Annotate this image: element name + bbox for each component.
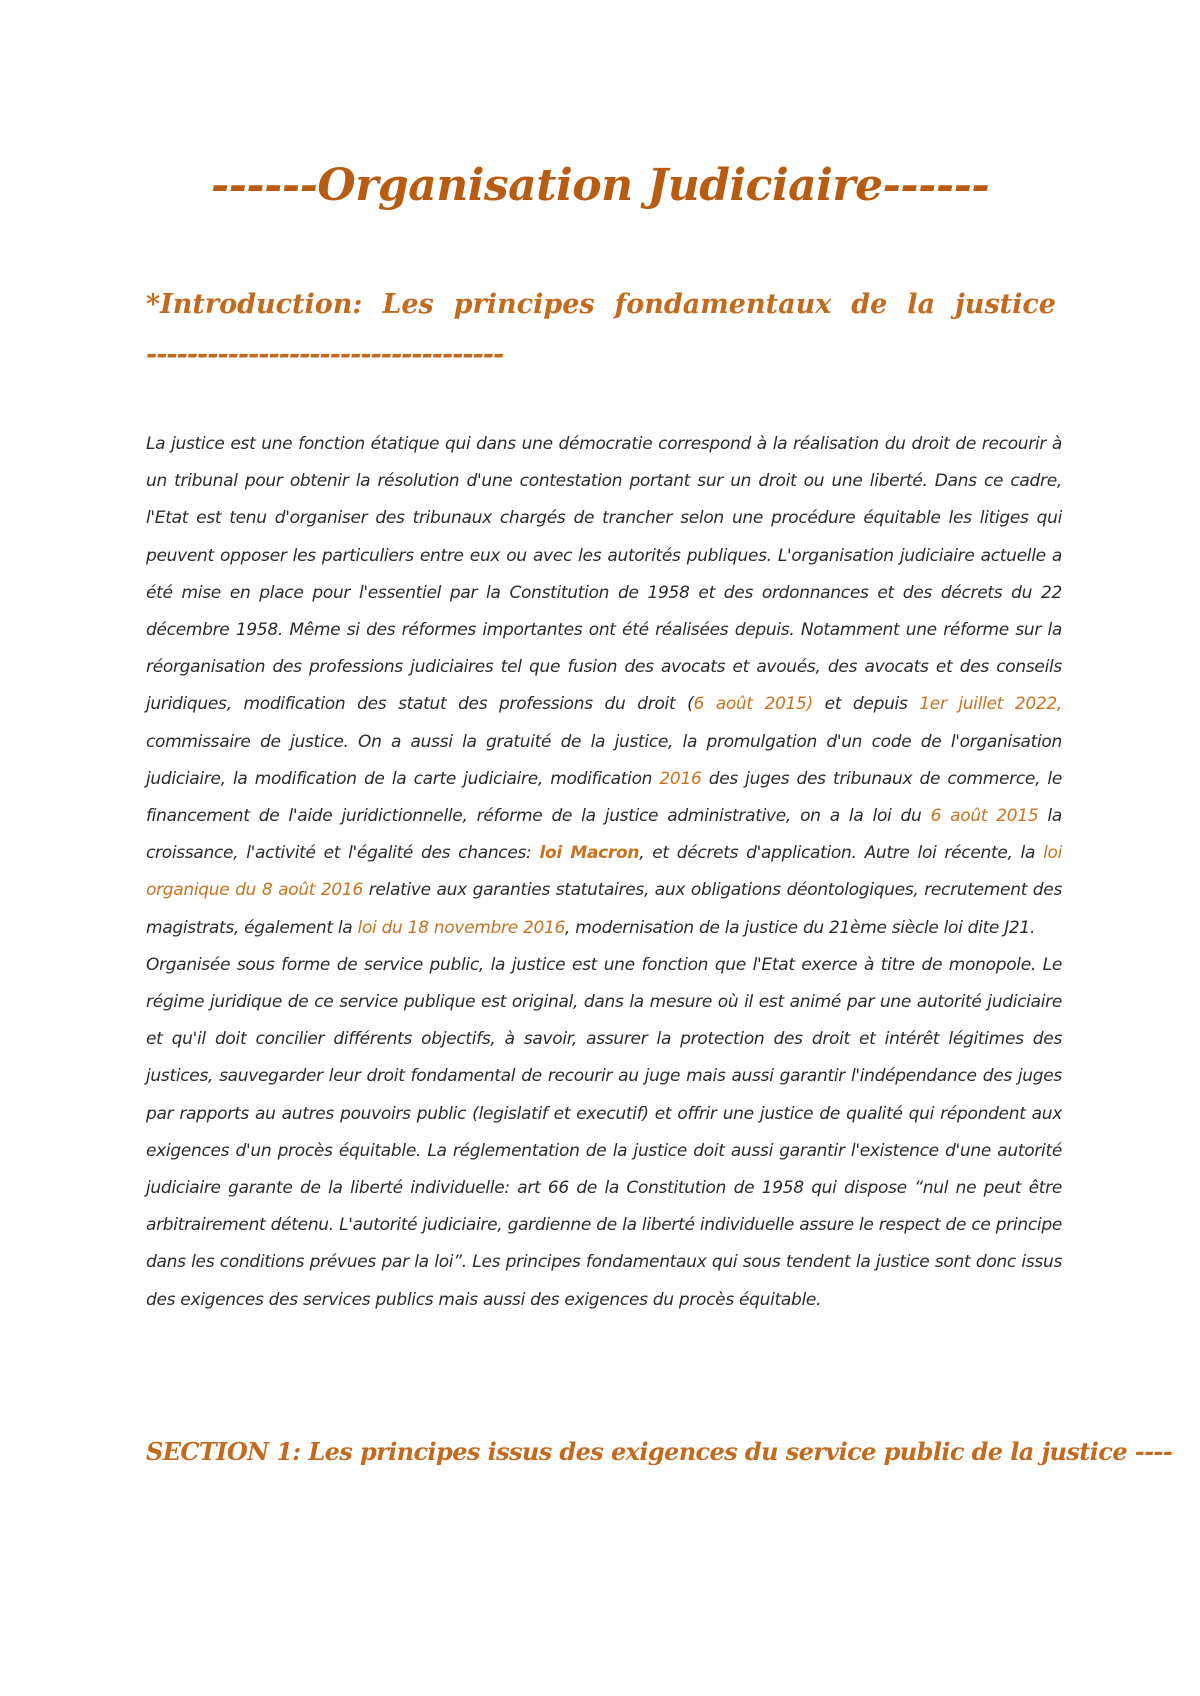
highlight-date: 6 août 2015) [693,694,813,715]
section-1-heading: SECTION 1: Les principes issus des exigences du service public de la justice ---- [146,1437,1173,1466]
text-run: des juges des tribunaux de commerce, le financement de l'aide juridictionnelle, réforme de la justice administrative, on a la loi du [146,768,1063,827]
document-title: ------Organisation Judiciaire------ [210,160,990,211]
highlight-date: 1er juillet 2022, [919,694,1062,715]
highlight-date: 6 août 2015 [930,806,1039,827]
text-run: et depuis [812,694,920,715]
paragraph-1 [146,426,1062,947]
text-run: commissaire de justice. On a aussi la gratuité de la justice, la promulgation d'un code de l'organisation judiciaire, la modification de la carte judiciaire, modification [146,731,1062,789]
text-run: , modernisation de la justice du 21ème siècle loi dite J21. [565,917,1036,938]
highlight-law: loi organique du 8 août 2016 [146,843,1063,901]
highlight-law: loi du 18 novembre 2016 [357,917,566,938]
introduction-dashes: ----------------------------------- [146,339,504,370]
text-run: , et décrets d'application. Autre loi récente, la [639,843,1044,864]
introduction-heading: *Introduction: Les principes fondamentaux de la justice [146,289,1056,320]
highlight-law-name: loi Macron [539,843,640,864]
highlight-date: 2016 [659,768,702,789]
body-text [146,426,1062,1319]
paragraph-2: Organisée sous forme de service public, la justice est une fonction que l'Etat exerce à titre de monopole. Le régime juridique de ce service publique est original, dans la mesure où il est animé par une autorité judiciaire et qu'il doit concilier différents objectifs, à savoir, assurer la protection des droit et intérêt légitimes des justices, sauvegarder leur droit fondamental de recourir au juge mais aussi garantir l'indépendance des juges par rapports au autres pouvoirs public (legislatif et executif) et offrir une justice de qualité qui répondent aux exigences d'un procès équitable. La réglementation de la justice doit aussi garantir l'existence d'une autorité judiciaire garante de la liberté individuelle: art 66 de la Constitution de 1958 qui dispose “nul ne peut être arbitrairement détenu. L'autorité judiciaire, gardienne de la liberté individuelle assure le respect de ce principe dans les conditions prévues par la loi”. Les principes fondamentaux qui sous tendent la justice sont donc issus des exigences des services publics mais aussi des exigences du procès équitable. [146,954,1062,1310]
text-run: relative aux garanties statutaires, aux obligations déontologiques, recrutement des magistrats, également la [146,880,1062,938]
text-run: la croissance, l'activité et l'égalité des chances: [146,806,1062,864]
text-run: La justice est une fonction étatique qui dans une démocratie correspond à la réalisation du droit de recourir à un tribunal pour obtenir la résolution d'une contestation portant sur un droit ou une liberté. Dans ce cadre, l'Etat est tenu d'organiser des tribunaux chargés de trancher selon une procédure équitable les litiges qui peuvent opposer les particuliers entre eux ou avec les autorités publiques. L'organisation judiciaire actuelle a été mise en place pour l'essentiel par la Constitution de 1958 et des ordonnances et des décrets du 22 décembre 1958. Même si des réformes importantes ont été réalisées depuis. Notamment une réforme sur la réorganisation des professions judiciaires tel que fusion des avocats et avoués, des avocats et des conseils juridiques, modification des statut des professions du droit ( [146,434,1062,715]
